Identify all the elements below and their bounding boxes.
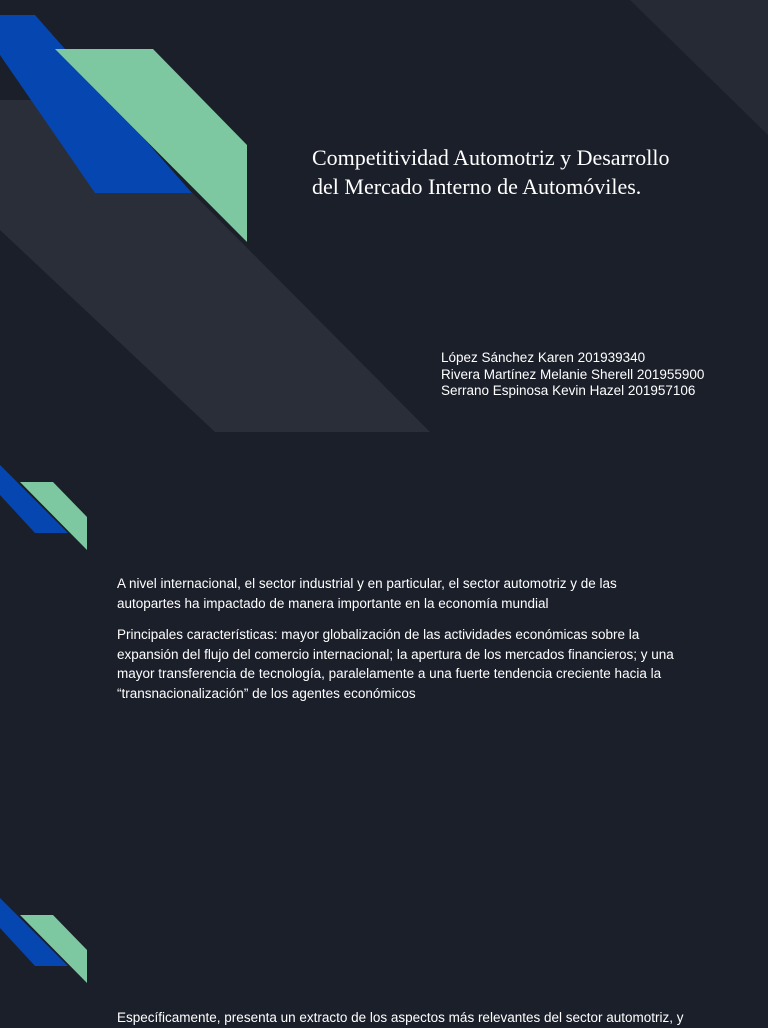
text-line: mayor transferencia de tecnología, paralelamente a una fuerte tendencia creciente hacia la (117, 666, 662, 681)
author-entry: Rivera Martínez Melanie Sherell 201955900 (441, 366, 705, 382)
slide3-paragraph (117, 1008, 697, 1028)
text-line: expansión del flujo del comercio internacional; la apertura de los mercados financieros; y una (117, 646, 674, 662)
slide2-paragraph-intro (117, 574, 697, 613)
author-entry: López Sánchez Karen 201939340 (441, 350, 646, 365)
text-line: A nivel internacional, el sector industrial y en particular, el sector automotriz y de las (117, 576, 617, 591)
author-list (441, 350, 761, 400)
slide2-paragraph-features (117, 625, 697, 703)
text-line: Específicamente, presenta un extracto de los aspectos más relevantes del sector automotriz, y (117, 1010, 684, 1025)
slide3-decoration (0, 893, 100, 993)
slide-title-line: Competitividad Automotriz y Desarrollo (312, 145, 670, 170)
text-line: “transnacionalización” de los agentes económicos (117, 685, 416, 701)
text-line: autopartes ha impactado de manera importante en la economía mundial (117, 595, 549, 611)
slide-title (312, 143, 732, 201)
slide-title-line: del Mercado Interno de Automóviles. (312, 174, 642, 199)
text-line: Principales características: mayor globalización de las actividades económicas sobre la (117, 627, 640, 642)
slide2-decoration (0, 460, 100, 560)
dark-diagonal-band-corner (630, 0, 768, 135)
author-entry: Serrano Espinosa Kevin Hazel 201957106 (441, 383, 696, 398)
